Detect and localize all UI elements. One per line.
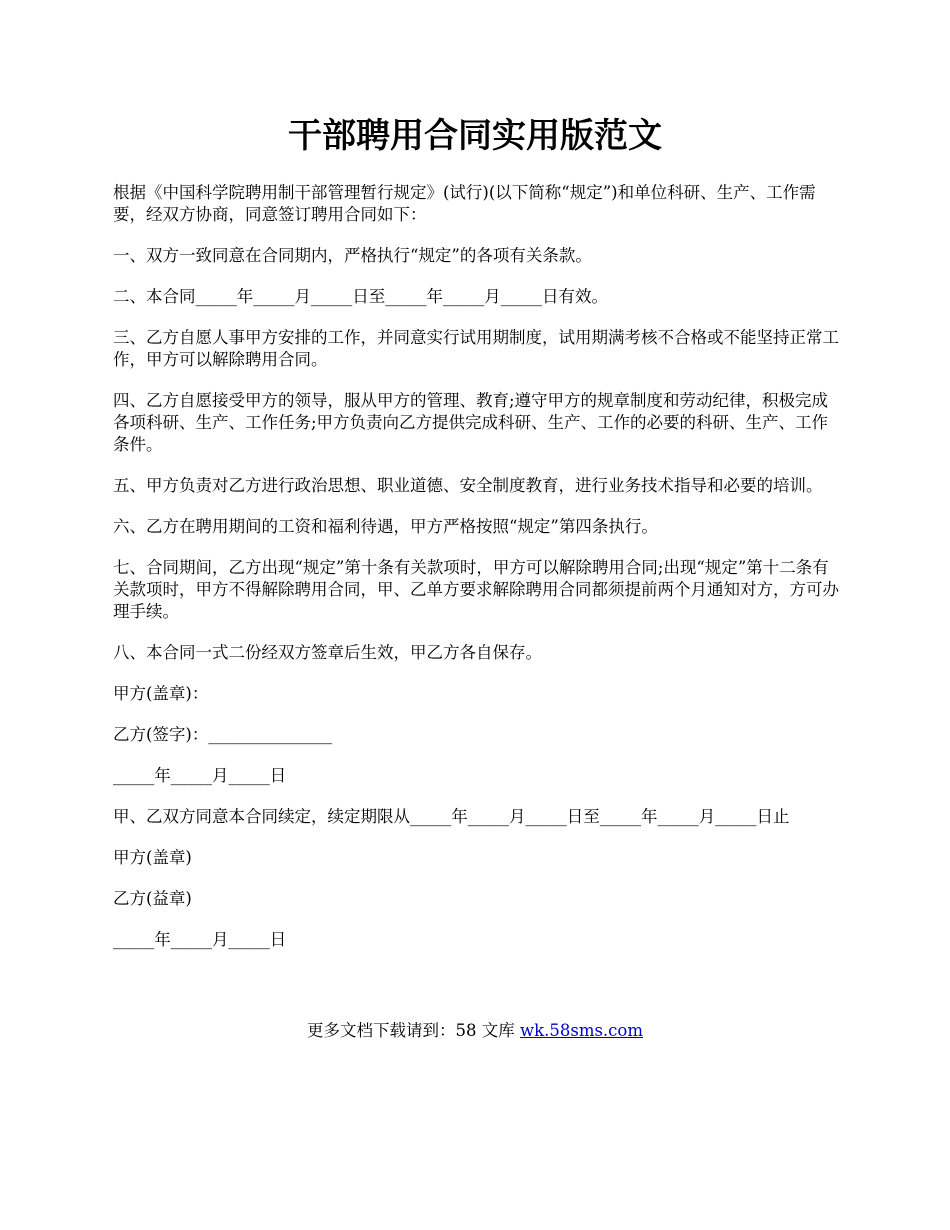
footer bbox=[0, 1020, 950, 1042]
renewal-date-line: _____年_____月_____日 bbox=[113, 930, 287, 949]
paragraph-clause-8: 八、本合同一式二份经双方签章后生效，甲乙方各自保存。 bbox=[113, 643, 542, 662]
party-b-signature-line: 乙方(签字)：_______________ bbox=[113, 725, 333, 744]
paragraph-clause-2: 二、本合同_____年_____月_____日至_____年_____月_____日有效。 bbox=[113, 287, 608, 306]
document-title: 干部聘用合同实用版范文 bbox=[288, 116, 662, 156]
paragraph-clause-1: 一、双方一致同意在合同期内，严格执行“规定”的各项有关条款。 bbox=[113, 246, 592, 265]
paragraph-clause-6: 六、乙方在聘用期间的工资和福利待遇，甲方严格按照“规定”第四条执行。 bbox=[113, 517, 658, 536]
party-a-seal-line: 甲方(盖章)： bbox=[113, 684, 209, 703]
renewal-party-a-seal: 甲方(盖章) bbox=[113, 848, 192, 867]
paragraph-clause-4: 四、乙方自愿接受甲方的领导，服从甲方的管理、教育;遵守甲方的规章制度和劳动纪律，积极完成各项科研、生产、工作任务;甲方负责向乙方提供完成科研、生产、工作的必要的科研、生产、工作条件。 bbox=[113, 391, 829, 454]
paragraph-clause-5: 五、甲方负责对乙方进行政治思想、职业道德、安全制度教育，进行业务技术指导和必要的培训。 bbox=[113, 476, 823, 495]
renewal-party-b-seal: 乙方(益章) bbox=[113, 889, 192, 908]
date-line: _____年_____月_____日 bbox=[113, 766, 287, 785]
footer-link[interactable]: wk.58sms.com bbox=[519, 1021, 643, 1040]
paragraph-clause-7: 七、合同期间，乙方出现“规定”第十条有关款项时，甲方可以解除聘用合同;出现“规定”第十二条有关款项时，甲方不得解除聘用合同，甲、乙单方要求解除聘用合同都须提前两个月通知对方，方可办理手续。 bbox=[113, 558, 839, 621]
paragraph-preamble: 根据《中国科学院聘用制干部管理暂行规定》(试行)(以下简称“规定”)和单位科研、生产、工作需要，经双方协商，同意签订聘用合同如下： bbox=[113, 183, 816, 224]
renewal-paragraph: 甲、乙双方同意本合同续定，续定期限从_____年_____月_____日至_____年_____月_____日止 bbox=[113, 807, 790, 826]
footer-text: 更多文档下载请到：58 文库 bbox=[306, 1021, 520, 1040]
paragraph-clause-3: 三、乙方自愿人事甲方安排的工作，并同意实行试用期制度，试用期满考核不合格或不能坚持正常工作，甲方可以解除聘用合同。 bbox=[113, 328, 839, 369]
document-body bbox=[113, 182, 841, 951]
